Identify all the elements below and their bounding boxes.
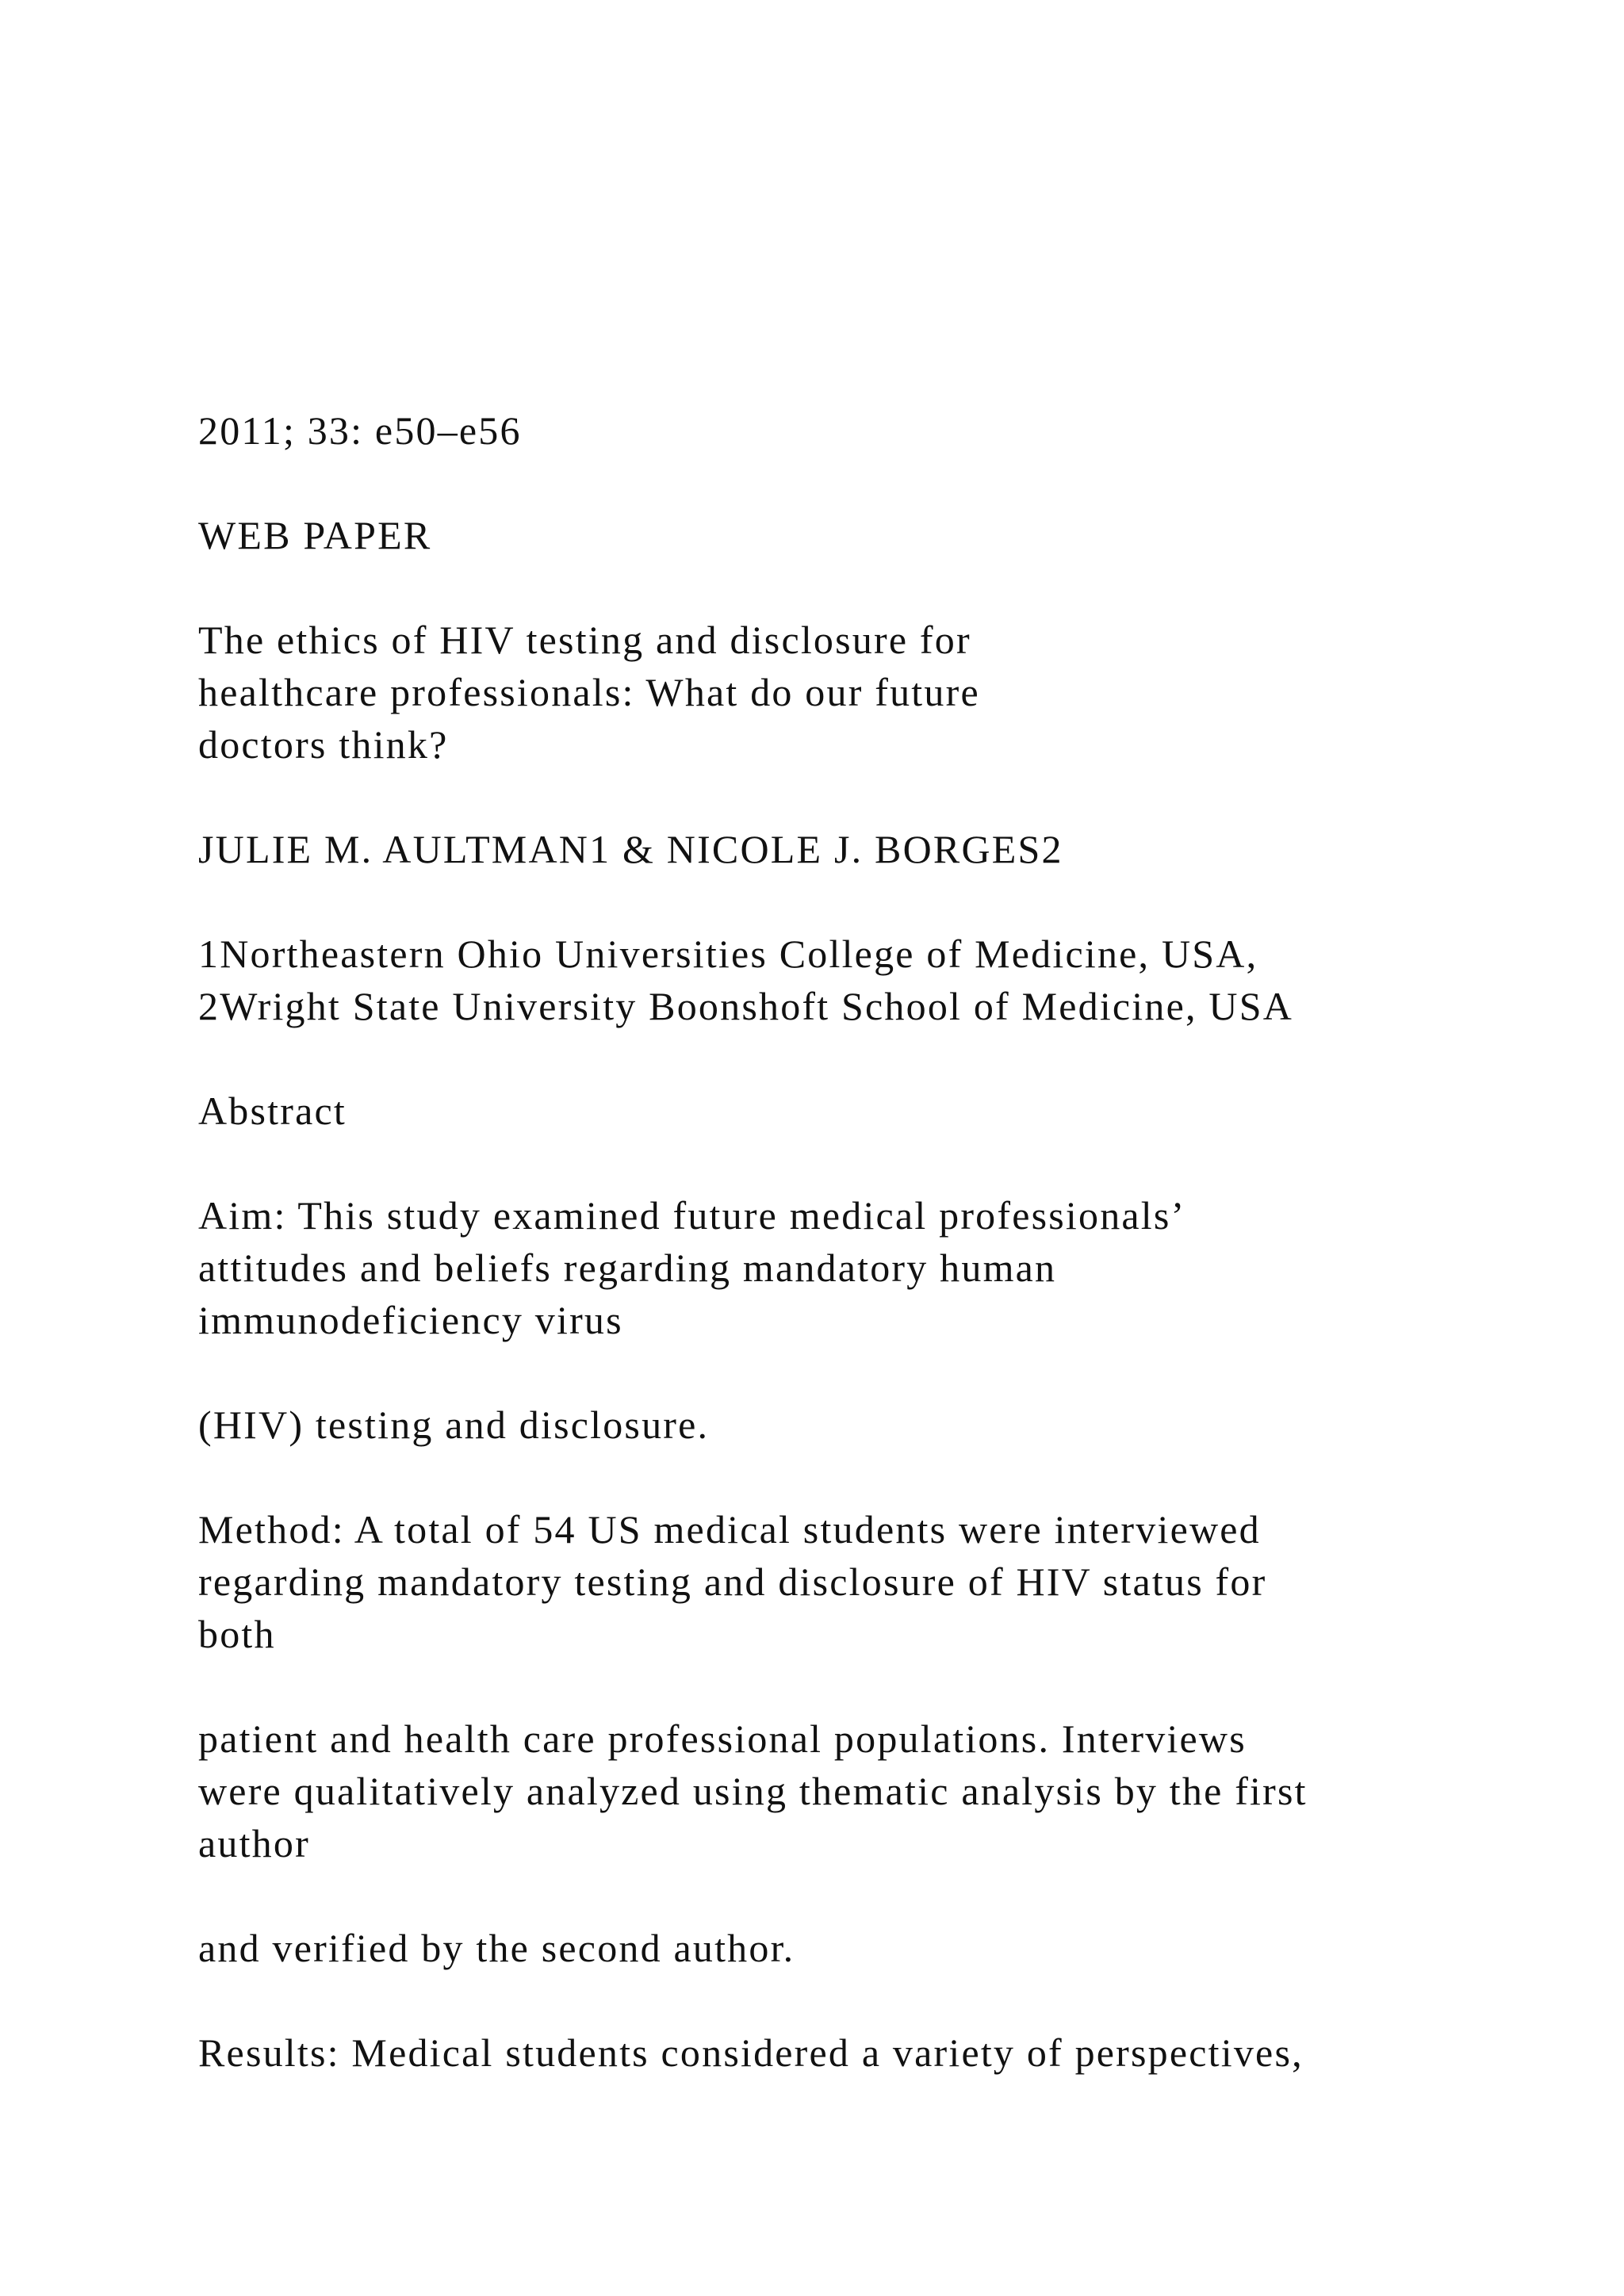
aim-line: attitudes and beliefs regarding mandatory human — [198, 1246, 1057, 1290]
method-final: and verified by the second author. — [198, 1926, 795, 1970]
method-line: regarding mandatory testing and disclosure of HIV status for — [198, 1559, 1267, 1604]
section-label: WEB PAPER — [198, 513, 432, 557]
affiliation-line: 2Wright State University Boonshoft School of Medicine, USA — [198, 984, 1294, 1028]
aim-continuation: (HIV) testing and disclosure. — [198, 1402, 710, 1447]
aim-line: immunodeficiency virus — [198, 1298, 623, 1342]
authors: JULIE M. AULTMAN1 & NICOLE J. BORGES2 — [198, 827, 1063, 871]
method-continuation-line: patient and health care professional populations. Interviews — [198, 1716, 1247, 1761]
affiliation-line: 1Northeastern Ohio Universities College of Medicine, USA, — [198, 932, 1258, 976]
method-continuation-line: were qualitatively analyzed using thematic analysis by the first — [198, 1769, 1308, 1813]
abstract-results: Results: Medical students considered a variety of perspectives, — [198, 2030, 1304, 2075]
title-line: healthcare professionals: What do our future — [198, 670, 980, 714]
method-line: both — [198, 1612, 276, 1656]
title-line: The ethics of HIV testing and disclosure for — [198, 618, 971, 662]
citation: 2011; 33: e50–e56 — [198, 408, 522, 453]
method-line: Method: A total of 54 US medical students were interviewed — [198, 1507, 1261, 1552]
aim-line: Aim: This study examined future medical professionals’ — [198, 1193, 1186, 1238]
abstract-heading: Abstract — [198, 1089, 347, 1133]
title-line: doctors think? — [198, 722, 449, 767]
method-continuation-line: author — [198, 1821, 310, 1866]
